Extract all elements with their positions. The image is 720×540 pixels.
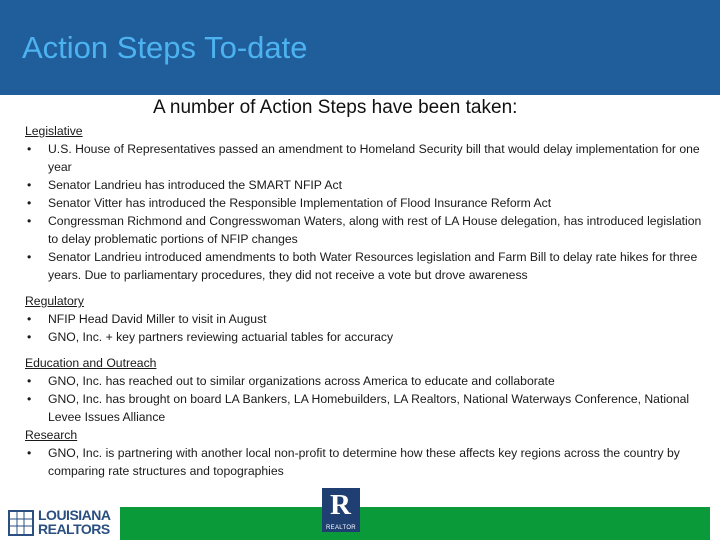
bullet-list xyxy=(25,372,705,426)
list-item: • GNO, Inc. + key partners reviewing actuarial tables for accuracy xyxy=(25,328,705,346)
section-title: Research xyxy=(25,428,78,442)
realtor-r-mark: R xyxy=(330,489,351,521)
bullet-list xyxy=(25,444,705,480)
list-item: • U.S. House of Representatives passed an amendment to Homeland Security bill that would delay implementation for one year xyxy=(25,140,705,176)
logo-wordmark xyxy=(38,508,111,536)
list-item: • GNO, Inc. has brought on board LA Bankers, LA Homebuilders, LA Realtors, National Waterways Conference, National Levee Issues Alliance xyxy=(25,390,705,426)
logo-line-2: REALTORS xyxy=(38,521,110,537)
slide-subtitle: A number of Action Steps have been taken: xyxy=(153,97,518,118)
grid-lines-icon xyxy=(10,512,32,534)
list-item: • GNO, Inc. has reached out to similar organizations across America to educate and collaborate xyxy=(25,372,705,390)
bullet-list xyxy=(25,140,705,284)
realtor-label: REALTOR xyxy=(326,525,356,531)
list-item: • NFIP Head David Miller to visit in August xyxy=(25,310,705,328)
list-item: • GNO, Inc. is partnering with another local non-profit to determine how these affects key regions across the country by comparing rate structures and topographies xyxy=(25,444,705,480)
list-item: • Senator Vitter has introduced the Responsible Implementation of Flood Insurance Reform Act xyxy=(25,194,705,212)
footer-green-bar xyxy=(120,507,710,540)
section-legislative xyxy=(25,122,705,284)
louisiana-realtors-logo xyxy=(4,507,120,537)
slide-title: Action Steps To-date xyxy=(22,30,308,65)
section-title: Regulatory xyxy=(25,294,84,308)
title-banner xyxy=(0,0,720,95)
bullet-list xyxy=(25,310,705,346)
logo-line-1: LOUISIANA xyxy=(38,507,111,523)
list-item: • Senator Landrieu introduced amendments to both Water Resources legislation and Farm Bill to delay rate hikes for three years. Due to parliamentary procedures, they did not receive a vote but drove awareness xyxy=(25,248,705,284)
list-item: • Senator Landrieu has introduced the SMART NFIP Act xyxy=(25,176,705,194)
list-item: • Congressman Richmond and Congresswoman Waters, along with rest of LA House delegation, has introduced legislation to delay problematic portions of NFIP changes xyxy=(25,212,705,248)
section-title: Legislative xyxy=(25,124,83,138)
realtor-block-logo xyxy=(322,488,360,532)
section-education-outreach xyxy=(25,354,705,426)
content-body xyxy=(25,122,705,480)
house-grid-icon xyxy=(8,510,34,536)
section-research xyxy=(25,426,705,480)
section-regulatory xyxy=(25,292,705,346)
section-title: Education and Outreach xyxy=(25,356,157,370)
